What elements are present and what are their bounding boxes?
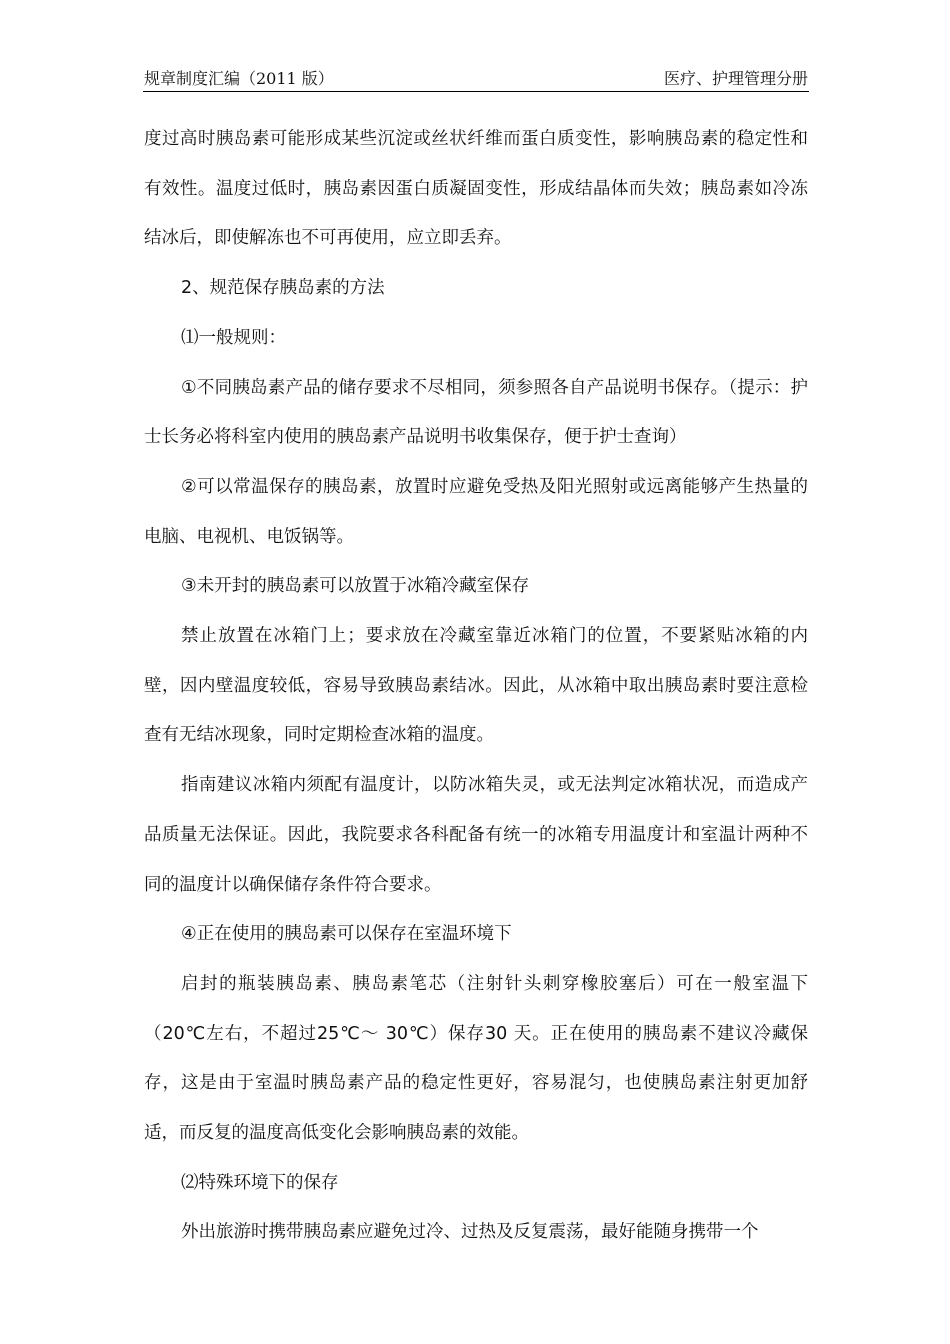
paragraph: ②可以常温保存的胰岛素，放置时应避免受热及阳光照射或远离能够产生热量的电脑、电视机、电饭锅等。: [144, 476, 808, 547]
header-title: 规章制度汇编（2011 版）: [144, 69, 334, 88]
paragraph: 指南建议冰箱内须配有温度计，以防冰箱失灵，或无法判定冰箱状况，而造成产品质量无法保证。因此，我院要求各科配备有统一的冰箱专用温度计和室温计两种不同的温度计以确保储存条件符合要求。: [144, 775, 808, 895]
paragraph: ①不同胰岛素产品的储存要求不尽相同，须参照各自产品说明书保存。（提示：护士长务必将科室内使用的胰岛素产品说明书收集保存，便于护士查询）: [144, 377, 808, 448]
header-section: 医疗、护理管理分册: [663, 69, 808, 88]
paragraph: 禁止放置在冰箱门上；要求放在冷藏室靠近冰箱门的位置，不要紧贴冰箱的内壁，因内壁温度较低，容易导致胰岛素结冰。因此，从冰箱中取出胰岛素时要注意检查有无结冰现象，同时定期检查冰箱的温度。: [144, 626, 808, 746]
item-heading: ③未开封的胰岛素可以放置于冰箱冷藏室保存: [181, 576, 530, 597]
paragraph-continuation: 度过高时胰岛素可能形成某些沉淀或丝状纤维而蛋白质变性，影响胰岛素的稳定性和有效性。温度过低时，胰岛素因蛋白质凝固变性，形成结晶体而失效；胰岛素如冷冻结冰后，即使解冻也不可再使用，应立即丢弃。: [144, 129, 808, 249]
paragraph: 启封的瓶装胰岛素、胰岛素笔芯（注射针头刺穿橡胶塞后）可在一般室温下（20℃左右，不超过25℃～ 30℃）保存30 天。正在使用的胰岛素不建议冷藏保存，这是由于室温时胰岛素产品的稳定性更好，容易混匀，也使胰岛素注射更加舒适，而反复的温度高低变化会影响胰岛素的效能。: [144, 973, 808, 1144]
body-text: [144, 115, 808, 1258]
section-heading: 2、规范保存胰岛素的方法: [181, 278, 385, 299]
subsection-heading: ⑴一般规则：: [181, 327, 286, 348]
item-heading: ④正在使用的胰岛素可以保存在室温环境下: [181, 924, 512, 945]
paragraph: 外出旅游时携带胰岛素应避免过冷、过热及反复震荡，最好能随身携带一个: [181, 1222, 759, 1243]
running-header: [144, 66, 808, 92]
header-divider: [143, 91, 809, 92]
subsection-heading: ⑵特殊环境下的保存: [181, 1172, 339, 1193]
